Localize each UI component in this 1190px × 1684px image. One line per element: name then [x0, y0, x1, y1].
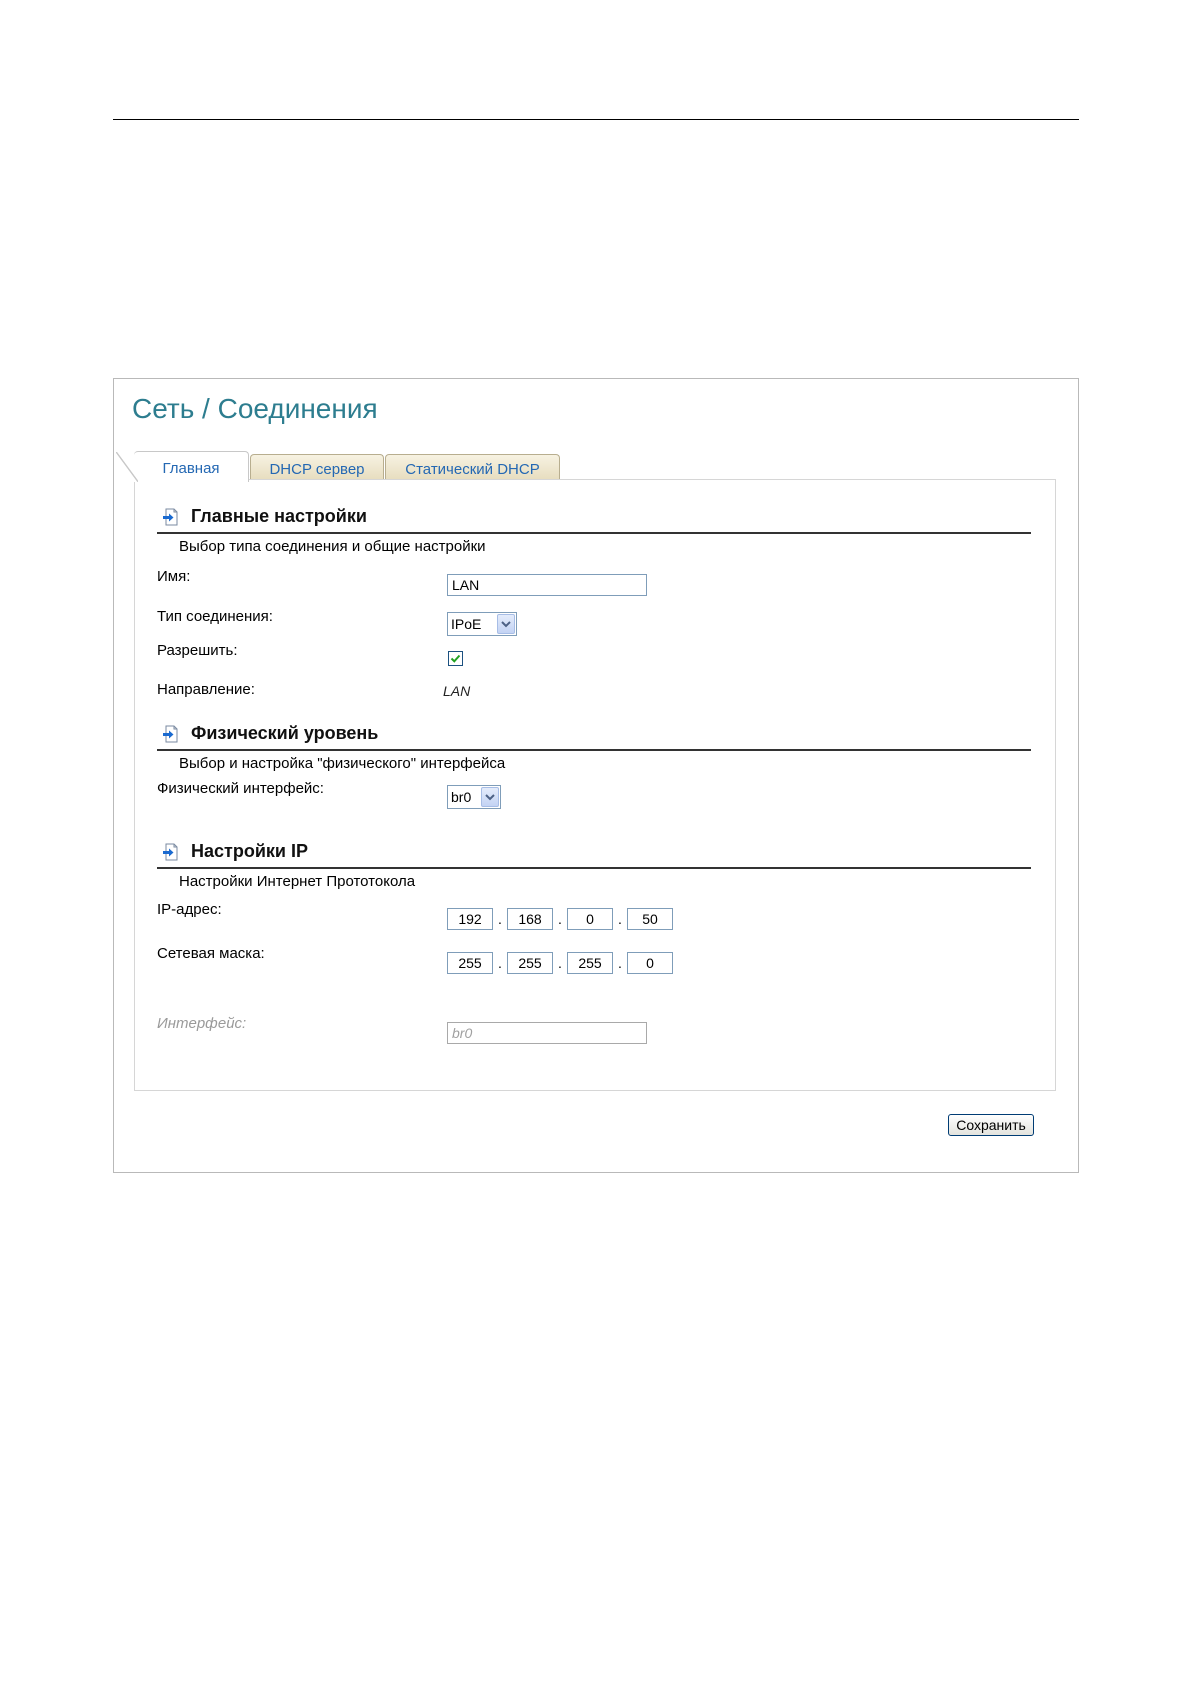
octet-separator: .: [558, 911, 562, 927]
enable-label: Разрешить:: [157, 642, 238, 659]
mask-octet-2[interactable]: [507, 952, 553, 974]
ip-address-label: IP-адрес:: [157, 901, 222, 918]
page-arrow-icon: [163, 508, 179, 526]
connection-type-value: IPoE: [451, 616, 482, 632]
mask-octet-4[interactable]: [627, 952, 673, 974]
chevron-down-icon: [481, 787, 499, 807]
section-description: Выбор и настройка "физического" интерфейса: [179, 755, 506, 772]
octet-separator: .: [618, 955, 622, 971]
section-title: Настройки IP: [191, 841, 308, 861]
tab-main[interactable]: Главная: [134, 451, 249, 482]
save-button[interactable]: Сохранить: [948, 1114, 1034, 1136]
section-physical-layer: [157, 721, 1031, 751]
checkmark-icon: [449, 652, 462, 665]
octet-separator: .: [498, 955, 502, 971]
section-ip-settings: [157, 839, 1031, 869]
ip-octet-2[interactable]: [507, 908, 553, 930]
section-main-settings: [157, 504, 1031, 534]
ip-octet-3[interactable]: [567, 908, 613, 930]
physical-interface-value: br0: [451, 789, 472, 805]
ip-octet-1[interactable]: [447, 908, 493, 930]
mask-octet-1[interactable]: [447, 952, 493, 974]
page-title: Сеть / Соединения: [132, 393, 378, 424]
enable-checkbox[interactable]: [448, 651, 463, 666]
physical-interface-label: Физический интерфейс:: [157, 780, 324, 797]
interface-input: [447, 1022, 647, 1044]
section-title: Главные настройки: [191, 506, 367, 526]
section-title: Физический уровень: [191, 723, 379, 743]
page-arrow-icon: [163, 843, 179, 861]
direction-value: LAN: [443, 683, 471, 699]
name-label: Имя:: [157, 568, 191, 585]
ip-octet-4[interactable]: [627, 908, 673, 930]
direction-label: Направление:: [157, 681, 255, 698]
connection-type-label: Тип соединения:: [157, 608, 273, 625]
settings-panel: [134, 479, 1056, 1091]
octet-separator: .: [498, 911, 502, 927]
mask-octet-3[interactable]: [567, 952, 613, 974]
connection-type-select[interactable]: [447, 612, 517, 636]
octet-separator: .: [618, 911, 622, 927]
page-header-rule: [113, 119, 1079, 120]
physical-interface-select[interactable]: [447, 785, 501, 809]
tab-dhcp-server[interactable]: DHCP сервер: [250, 454, 384, 481]
netmask-label: Сетевая маска:: [157, 945, 265, 962]
chevron-down-icon: [497, 614, 515, 634]
tab-static-dhcp[interactable]: Статический DHCP: [385, 454, 560, 481]
name-input[interactable]: [447, 574, 647, 596]
interface-label: Интерфейс:: [157, 1015, 247, 1032]
page-arrow-icon: [163, 725, 179, 743]
section-description: Настройки Интернет Прототокола: [179, 873, 416, 890]
router-settings-window: [113, 378, 1079, 1173]
section-description: Выбор типа соединения и общие настройки: [179, 538, 486, 555]
octet-separator: .: [558, 955, 562, 971]
